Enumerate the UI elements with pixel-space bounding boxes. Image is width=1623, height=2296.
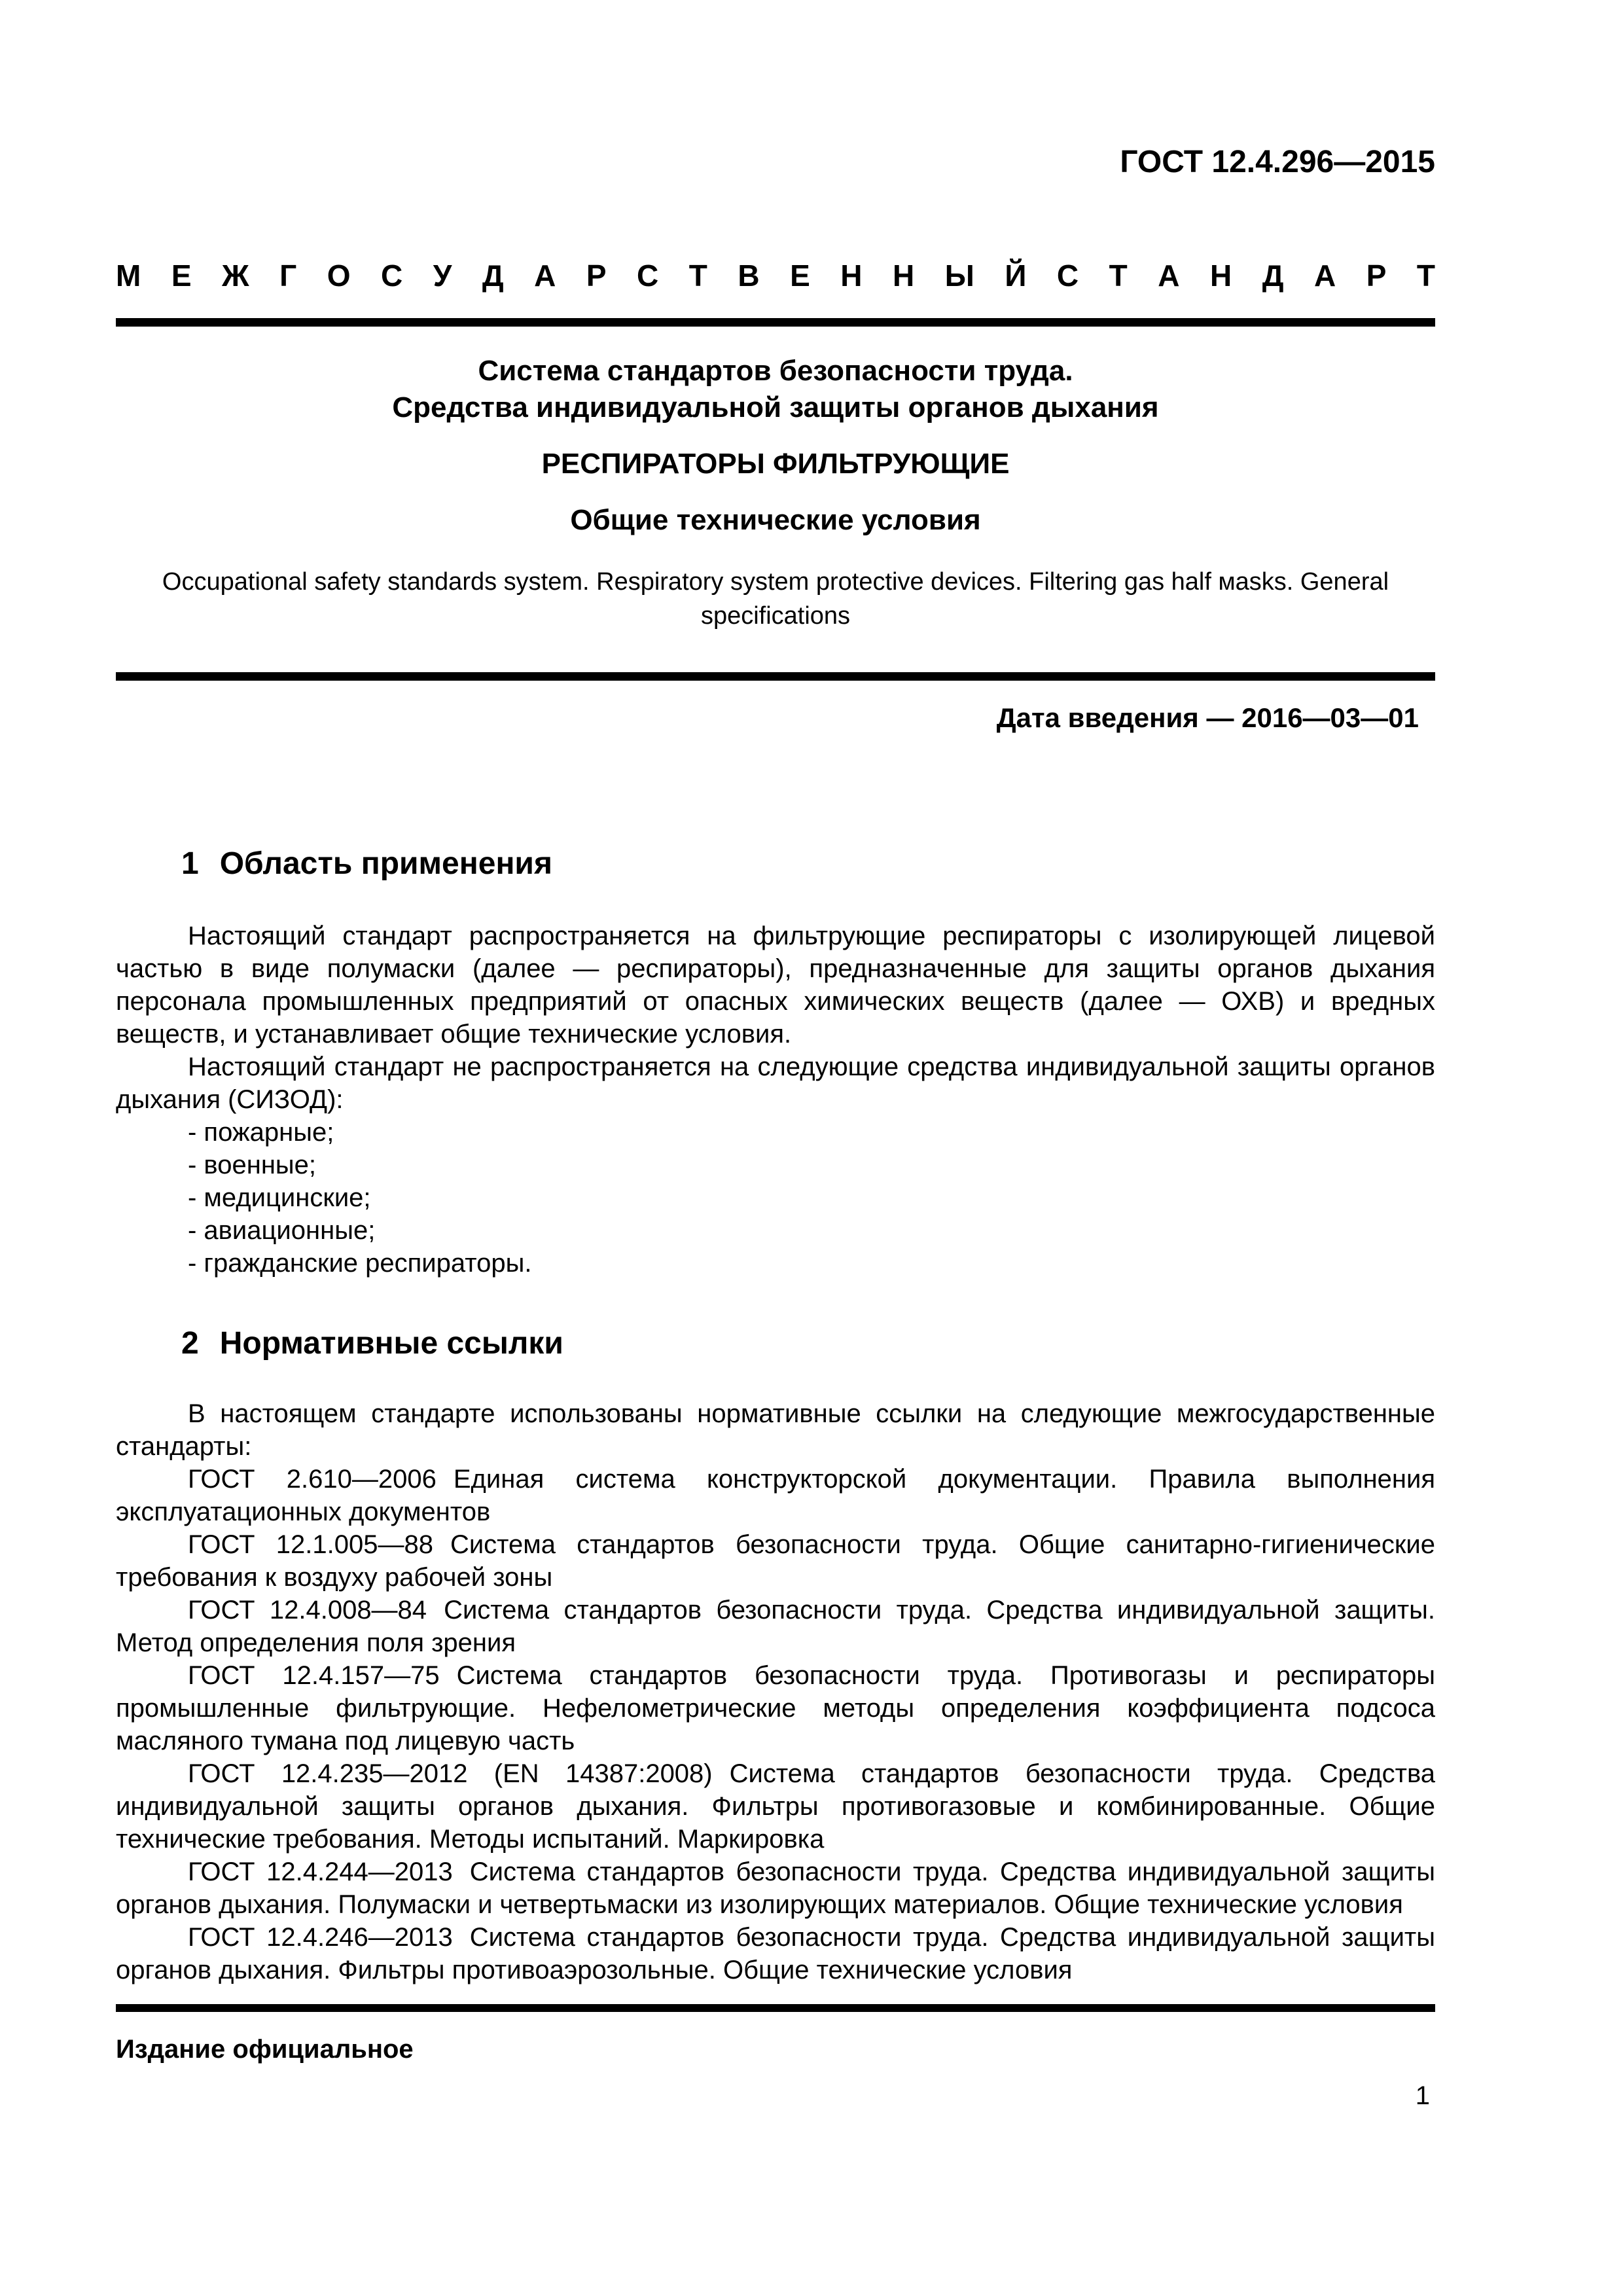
list-item: - гражданские респираторы. [188, 1249, 532, 1278]
reference-item [116, 1659, 1435, 1757]
standard-type-banner: М Е Ж Г О С У Д А Р С Т В Е Н Н Ы Й С Т А Н Д А Р Т [116, 259, 1435, 293]
horizontal-rule-header [116, 318, 1435, 327]
page-number: 1 [1415, 2081, 1430, 2110]
horizontal-rule-title [116, 672, 1435, 681]
title-subject: РЕСПИРАТОРЫ ФИЛЬТРУЮЩИЕ [541, 448, 1010, 480]
section-heading-2 [116, 1325, 1435, 1362]
reference-designation: ГОСТ 12.4.157—75 [188, 1661, 440, 1690]
reference-item [116, 1921, 1435, 1986]
reference-designation: ГОСТ 12.4.235—2012 (EN 14387:2008) [188, 1759, 713, 1788]
reference-item [116, 1757, 1435, 1856]
edition-note: Издание официальное [116, 2035, 414, 2064]
title-block [116, 353, 1435, 633]
section-heading-1 [116, 846, 1435, 882]
reference-title: Система стандартов безопасности труда. Общие санитарно-гигиенические требования к воздуху рабочей зоны [116, 1530, 1436, 1592]
list-item: - медицинские; [188, 1183, 371, 1212]
reference-title: Система стандартов безопасности труда. Средства индивидуальной защиты органов дыхания. Фильтры противоаэрозольные. Общие технические условия [116, 1923, 1435, 1984]
section-title: Область применения [219, 846, 552, 881]
reference-title: Система стандартов безопасности труда. Средства индивидуальной защиты органов дыхания. Полумаски и четвертьмаски из изолирующих материалов. Общие технические условия [116, 1857, 1435, 1919]
list-item: - военные; [188, 1151, 317, 1179]
reference-title: Система стандартов безопасности труда. Средства индивидуальной защиты. Метод определения поля зрения [116, 1596, 1435, 1657]
title-line-2: Средства индивидуальной защиты органов дыхания [392, 391, 1159, 423]
reference-title: Система стандартов безопасности труда. Противогазы и респираторы промышленные фильтрующие. Нефелометрические методы определения коэффициента подсоса масляного тумана под лицевую часть [116, 1661, 1436, 1755]
list-item: - пожарные; [188, 1118, 334, 1147]
effective-date: Дата введения — 2016—03—01 [996, 702, 1419, 733]
doc-number: ГОСТ 12.4.296—2015 [1120, 145, 1435, 179]
title-line-1: Система стандартов безопасности труда. [478, 355, 1073, 387]
page-footer [116, 2004, 1435, 2065]
reference-item [116, 1594, 1435, 1659]
reference-item [116, 1856, 1435, 1921]
reference-designation: ГОСТ 12.4.244—2013 [188, 1857, 453, 1886]
reference-title: Система стандартов безопасности труда. Средства индивидуальной защиты органов дыхания. Фильтры противогазовые и комбинированные. Общие технические требования. Методы испытаний. Маркировка [116, 1759, 1435, 1854]
reference-item [116, 1463, 1435, 1528]
reference-designation: ГОСТ 12.1.005—88 [188, 1530, 433, 1559]
reference-designation: ГОСТ 12.4.246—2013 [188, 1923, 453, 1952]
reference-designation: ГОСТ 12.4.008—84 [188, 1596, 427, 1624]
horizontal-rule-footer [116, 2004, 1435, 2012]
reference-designation: ГОСТ 2.610—2006 [188, 1465, 437, 1494]
section-number: 1 [181, 846, 199, 881]
reference-title: Единая система конструкторской документации. Правила выполнения эксплуатационных документов [116, 1465, 1435, 1526]
paragraph: Настоящий стандарт распространяется на фильтрующие респираторы с изолирующей лицевой частью в виде полумаски (далее — респираторы), предназначенные для защиты органов дыхания персонала промышленных предприятий от опасных химических веществ (далее — ОХВ) и вредных веществ, и устанавливает общие технические условия. [116, 922, 1435, 1049]
paragraph: В настоящем стандарте использованы нормативные ссылки на следующие межгосударственные стандарты: [116, 1399, 1435, 1461]
list-item: - авиационные; [188, 1216, 376, 1245]
title-annotation-en: Occupational safety standards system. Respiratory system protective devices. Filtering gas half мasks. General specifications [162, 568, 1389, 630]
section-title: Нормативные ссылки [219, 1326, 563, 1361]
paragraph: Настоящий стандарт не распространяется на следующие средства индивидуальной защиты органов дыхания (СИЗОД): [116, 1052, 1435, 1114]
title-doc-kind: Общие технические условия [570, 504, 981, 536]
section-number: 2 [181, 1326, 199, 1361]
reference-item [116, 1528, 1435, 1594]
